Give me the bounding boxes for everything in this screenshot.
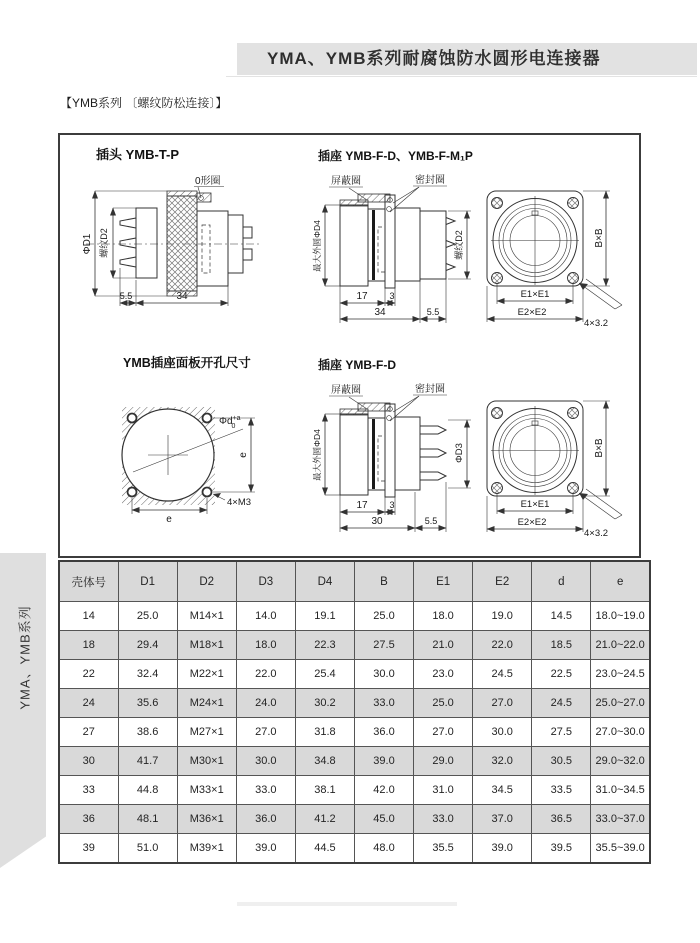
cell: 48.0 — [354, 834, 413, 864]
mount-hole — [568, 273, 579, 284]
cell: 30.0 — [354, 660, 413, 689]
table-row-18 — [59, 631, 650, 660]
socket-fd-dim-55: 5.5 — [424, 516, 438, 526]
socket-fd-dim-3: 3 — [389, 500, 395, 510]
socket-fm-dim-34: 34 — [374, 307, 386, 318]
panel-e-right-label: e — [238, 452, 249, 458]
cell: 35.5~39.0 — [591, 834, 650, 864]
cell: 27.5 — [532, 718, 591, 747]
cell: 39.0 — [473, 834, 532, 864]
cell: 41.2 — [295, 805, 354, 834]
cell: 38.1 — [295, 776, 354, 805]
cell: 35.5 — [414, 834, 473, 864]
cell: 19.0 — [473, 602, 532, 631]
shield-ring-label: 屏蔽圈 — [331, 176, 361, 187]
panel-screws-label: 4×M3 — [227, 497, 252, 508]
panel-screw-hole — [128, 488, 137, 497]
mount-hole — [492, 483, 503, 494]
cell: 22.0 — [236, 660, 295, 689]
panel-e-bottom-label: e — [166, 514, 172, 525]
table-header-row — [59, 561, 650, 602]
cell: 36.0 — [354, 718, 413, 747]
table-row-30 — [59, 747, 650, 776]
cell: M36×1 — [177, 805, 236, 834]
table-row-14 — [59, 602, 650, 631]
cell: 24 — [59, 689, 118, 718]
panel-diagram-title: YMB插座面板开孔尺寸 — [123, 356, 251, 370]
mount-hole — [568, 483, 579, 494]
cell: 18.0 — [236, 631, 295, 660]
col-header-d: d — [532, 561, 591, 602]
cell: 34.8 — [295, 747, 354, 776]
table-row-36 — [59, 805, 650, 834]
cell: 23.0~24.5 — [591, 660, 650, 689]
plug-d1-label: ΦD1 — [82, 233, 93, 255]
cell: M33×1 — [177, 776, 236, 805]
cell: 25.4 — [295, 660, 354, 689]
cell: 30.0 — [236, 747, 295, 776]
socket-fm-dim-3: 3 — [389, 291, 395, 301]
socket-fm-title: 插座 YMB-F-D、YMB-F-M₁P — [318, 149, 473, 163]
cell: 35.6 — [118, 689, 177, 718]
cell: 30.0 — [473, 718, 532, 747]
cell: 27.0 — [414, 718, 473, 747]
cell: 27 — [59, 718, 118, 747]
cell: 24.0 — [236, 689, 295, 718]
cell: 30.5 — [532, 747, 591, 776]
cell: 27.0~30.0 — [591, 718, 650, 747]
cell: 27.0 — [473, 689, 532, 718]
plug-dim-34: 34 — [176, 291, 188, 302]
flange-bxb-label: B×B — [594, 438, 605, 458]
cell: 29.0 — [414, 747, 473, 776]
table-row-39 — [59, 834, 650, 864]
panel-screw-hole — [203, 488, 212, 497]
flange-holes-label: 4×3.2 — [584, 528, 609, 539]
cell: 27.5 — [354, 631, 413, 660]
plug-face — [120, 208, 157, 278]
table-row-27 — [59, 718, 650, 747]
socket-fd-side-view-diagram — [303, 352, 493, 547]
cell: 44.8 — [118, 776, 177, 805]
cell: 24.5 — [473, 660, 532, 689]
oring-label: 0形圈 — [195, 176, 221, 187]
cell: 33 — [59, 776, 118, 805]
flange-e1-label: E1×E1 — [520, 499, 550, 510]
col-header-shell: 壳体号 — [59, 561, 118, 602]
sidebar-series-label: YMA、YMB系列 — [17, 605, 33, 710]
cell: 38.6 — [118, 718, 177, 747]
coupling-nut — [167, 191, 211, 296]
flange-e1-label: E1×E1 — [520, 289, 550, 300]
col-header-d2: D2 — [177, 561, 236, 602]
mount-hole — [568, 408, 579, 419]
table-row-22 — [59, 660, 650, 689]
mount-hole — [568, 198, 579, 209]
seal-ring-label: 密封圈 — [415, 384, 445, 395]
cell: 44.5 — [295, 834, 354, 864]
col-header-d4: D4 — [295, 561, 354, 602]
cell: 32.0 — [473, 747, 532, 776]
socket-fm-body — [340, 194, 455, 288]
seal-ring-label: 密封圈 — [415, 175, 445, 186]
dimensions-table — [58, 560, 651, 864]
section-label: 【YMB系列 〔螺纹防松连接〕】 — [60, 96, 228, 110]
cell: 22.5 — [532, 660, 591, 689]
title-underline — [226, 76, 697, 77]
plug-diagram-title: 插头 YMB-T-P — [96, 147, 180, 162]
cell: 29.0~32.0 — [591, 747, 650, 776]
socket-fd-title: 插座 YMB-F-D — [318, 358, 396, 372]
panel-screw-hole — [128, 414, 137, 423]
cell: M39×1 — [177, 834, 236, 864]
cell: 34.5 — [473, 776, 532, 805]
cell: 39.0 — [236, 834, 295, 864]
cell: 30 — [59, 747, 118, 776]
cell: 33.0 — [414, 805, 473, 834]
col-header-e: e — [591, 561, 650, 602]
cell: 48.1 — [118, 805, 177, 834]
cell: M14×1 — [177, 602, 236, 631]
cell: 29.4 — [118, 631, 177, 660]
page-title: YMA、YMB系列耐腐蚀防水圆形电连接器 — [267, 49, 601, 68]
cell: M24×1 — [177, 689, 236, 718]
cell: 18.5 — [532, 631, 591, 660]
cell: 14.0 — [236, 602, 295, 631]
cell: 18.0 — [414, 602, 473, 631]
cell: 21.0 — [414, 631, 473, 660]
cell: 51.0 — [118, 834, 177, 864]
socket-fm-dim-55: 5.5 — [426, 307, 440, 317]
cell: M30×1 — [177, 747, 236, 776]
flange-front-view-diagram-2 — [482, 386, 640, 548]
cell: 36.0 — [236, 805, 295, 834]
col-header-e1: E1 — [414, 561, 473, 602]
cell: 24.5 — [532, 689, 591, 718]
plug-side-view-diagram — [70, 143, 300, 321]
cell: 36 — [59, 805, 118, 834]
cell: 31.0~34.5 — [591, 776, 650, 805]
socket-fm-thread-d2-label: 螺纹D2 — [454, 230, 464, 260]
cell: 25.0 — [414, 689, 473, 718]
socket-fd-dim-17: 17 — [356, 500, 368, 511]
table-row-24 — [59, 689, 650, 718]
col-header-d1: D1 — [118, 561, 177, 602]
socket-fd-d3-label: ΦD3 — [454, 443, 465, 463]
cell: 22.3 — [295, 631, 354, 660]
cell: 45.0 — [354, 805, 413, 834]
plug-dim-55: 5.5 — [119, 291, 133, 301]
table-row-33 — [59, 776, 650, 805]
col-header-b: B — [354, 561, 413, 602]
page-title-bar — [237, 43, 697, 75]
socket-fm-dim-17: 17 — [356, 291, 368, 302]
flange-front-view-diagram-1 — [482, 176, 640, 338]
cell: 42.0 — [354, 776, 413, 805]
socket-fd-dim-30: 30 — [371, 516, 383, 527]
cell: 22.0 — [473, 631, 532, 660]
cell: 23.0 — [414, 660, 473, 689]
panel-hole-dia-label: $\Phi d^{+a}$ 0 — [219, 415, 241, 430]
cell: 32.4 — [118, 660, 177, 689]
cell: 31.8 — [295, 718, 354, 747]
cell: 25.0 — [354, 602, 413, 631]
socket-fd-body — [340, 403, 446, 497]
plug-shell — [197, 211, 252, 286]
flange-bxb-label: B×B — [594, 228, 605, 248]
panel-screw-hole — [203, 414, 212, 423]
mount-hole — [492, 408, 503, 419]
footer-divider — [237, 902, 457, 906]
socket-fd-max-od-label: 最大外圆ΦD4 — [312, 429, 322, 481]
cell: M18×1 — [177, 631, 236, 660]
connector-rings — [491, 406, 579, 495]
cell: 39.5 — [532, 834, 591, 864]
cell: 25.0 — [118, 602, 177, 631]
flange-e2-label: E2×E2 — [517, 517, 547, 528]
mount-hole — [492, 198, 503, 209]
col-header-e2: E2 — [473, 561, 532, 602]
cell: 39 — [59, 834, 118, 864]
cell: 27.0 — [236, 718, 295, 747]
cell: 14 — [59, 602, 118, 631]
flange-e2-label: E2×E2 — [517, 307, 547, 318]
cell: 37.0 — [473, 805, 532, 834]
shield-ring-label: 屏蔽圈 — [331, 385, 361, 396]
cell: 41.7 — [118, 747, 177, 776]
cell: 14.5 — [532, 602, 591, 631]
cell: 18.0~19.0 — [591, 602, 650, 631]
cell: 33.0 — [354, 689, 413, 718]
cell: M27×1 — [177, 718, 236, 747]
cell: 21.0~22.0 — [591, 631, 650, 660]
socket-fm-side-view-diagram — [303, 143, 493, 338]
cell: 31.0 — [414, 776, 473, 805]
flange-holes-label: 4×3.2 — [584, 318, 609, 329]
cell: 39.0 — [354, 747, 413, 776]
cell: 33.5 — [532, 776, 591, 805]
cell: 33.0~37.0 — [591, 805, 650, 834]
cell: M22×1 — [177, 660, 236, 689]
cell: 19.1 — [295, 602, 354, 631]
col-header-d3: D3 — [236, 561, 295, 602]
socket-fm-max-od-label: 最大外圆ΦD4 — [312, 220, 322, 272]
panel-cutout-diagram — [103, 352, 321, 540]
cell: 36.5 — [532, 805, 591, 834]
connector-rings — [491, 196, 579, 285]
cell: 33.0 — [236, 776, 295, 805]
plug-thread-d2-label: 螺纹D2 — [99, 228, 109, 258]
mount-hole — [492, 273, 503, 284]
cell: 25.0~27.0 — [591, 689, 650, 718]
cell: 22 — [59, 660, 118, 689]
cell: 30.2 — [295, 689, 354, 718]
cell: 18 — [59, 631, 118, 660]
